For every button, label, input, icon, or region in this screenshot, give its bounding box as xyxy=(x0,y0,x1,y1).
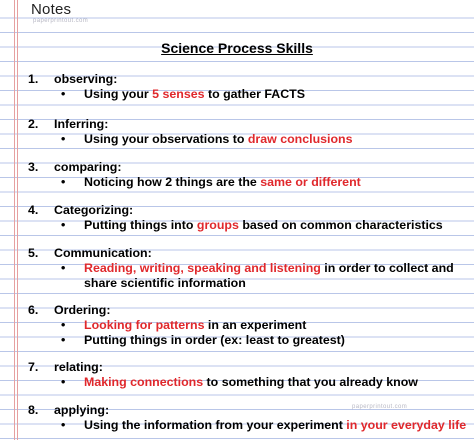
list-item-communication xyxy=(28,246,474,291)
line-highlight: same or different xyxy=(260,175,361,189)
page-title: Science Process Skills xyxy=(161,40,313,56)
item-label: Communication: xyxy=(54,246,152,260)
bullet-icon: • xyxy=(61,261,66,275)
line-highlight: Reading, writing, speaking and listening xyxy=(84,261,321,275)
item-label: observing: xyxy=(54,72,118,86)
line-highlight: 5 senses xyxy=(152,87,205,101)
bullet-line xyxy=(28,418,466,433)
item-number: 4. xyxy=(28,203,39,217)
list-item-comparing xyxy=(28,160,361,190)
bullet-line xyxy=(28,261,474,291)
line-text: Using the information from your experiment xyxy=(84,418,347,432)
item-heading xyxy=(28,360,418,375)
line-highlight: Making connections xyxy=(84,375,204,389)
item-heading xyxy=(28,403,466,418)
bullet-icon: • xyxy=(61,175,66,189)
item-number: 6. xyxy=(28,303,39,317)
bullet-line xyxy=(28,318,345,333)
line-text-after: in an experiment xyxy=(204,318,307,332)
line-highlight: groups xyxy=(196,218,239,232)
bullet-line xyxy=(28,375,418,390)
item-heading xyxy=(28,72,305,87)
bullet-icon: • xyxy=(61,375,66,389)
item-label: comparing: xyxy=(54,160,122,174)
item-number: 2. xyxy=(28,117,39,131)
bullet-line xyxy=(28,218,443,233)
item-label: Inferring: xyxy=(54,117,109,131)
item-heading xyxy=(28,160,361,175)
item-label: relating: xyxy=(54,360,103,374)
notes-header-title: Notes xyxy=(31,1,72,18)
list-item-ordering xyxy=(28,303,345,348)
item-number: 8. xyxy=(28,403,39,417)
item-label: Categorizing: xyxy=(54,203,134,217)
line-highlight: Looking for patterns xyxy=(84,318,205,332)
margin-line-right xyxy=(17,0,18,440)
bullet-icon: • xyxy=(61,333,66,347)
bullet-line xyxy=(28,87,305,102)
bullet-icon: • xyxy=(61,418,66,432)
item-heading xyxy=(28,303,345,318)
item-number: 1. xyxy=(28,72,39,86)
bullet-line xyxy=(28,333,345,348)
item-heading xyxy=(28,203,443,218)
item-number: 5. xyxy=(28,246,39,260)
bullet-icon: • xyxy=(61,87,66,101)
line-highlight: in your everyday life xyxy=(346,418,467,432)
list-item-inferring xyxy=(28,117,353,147)
line-text-after: in order to collect and share scientific information xyxy=(84,261,454,290)
list-item-categorizing xyxy=(28,203,443,233)
list-item-applying xyxy=(28,403,466,433)
line-text: Putting things in order (ex: least to greatest) xyxy=(84,333,345,347)
line-text-after: to something that you already know xyxy=(203,375,418,389)
item-heading xyxy=(28,246,474,261)
item-number: 3. xyxy=(28,160,39,174)
list-item-observing xyxy=(28,72,305,102)
bullet-icon: • xyxy=(61,318,66,332)
line-text: Using your observations to xyxy=(84,132,248,146)
watermark-top: paperprintout.com xyxy=(33,18,89,24)
line-text: Using your xyxy=(84,87,153,101)
bullet-line xyxy=(28,132,353,147)
line-text-after: to gather FACTS xyxy=(204,87,306,101)
bullet-line xyxy=(28,175,361,190)
line-text: Noticing how 2 things are the xyxy=(84,175,261,189)
margin-line-left xyxy=(14,0,15,440)
line-text: Putting things into xyxy=(84,218,197,232)
watermark-bottom: paperprintout.com xyxy=(352,404,408,410)
bullet-icon: • xyxy=(61,218,66,232)
item-label: applying: xyxy=(54,403,110,417)
list-item-relating xyxy=(28,360,418,390)
line-highlight: draw conclusions xyxy=(247,132,353,146)
item-number: 7. xyxy=(28,360,39,374)
line-text-after: based on common characteristics xyxy=(238,218,443,232)
item-label: Ordering: xyxy=(54,303,111,317)
item-heading xyxy=(28,117,353,132)
bullet-icon: • xyxy=(61,132,66,146)
